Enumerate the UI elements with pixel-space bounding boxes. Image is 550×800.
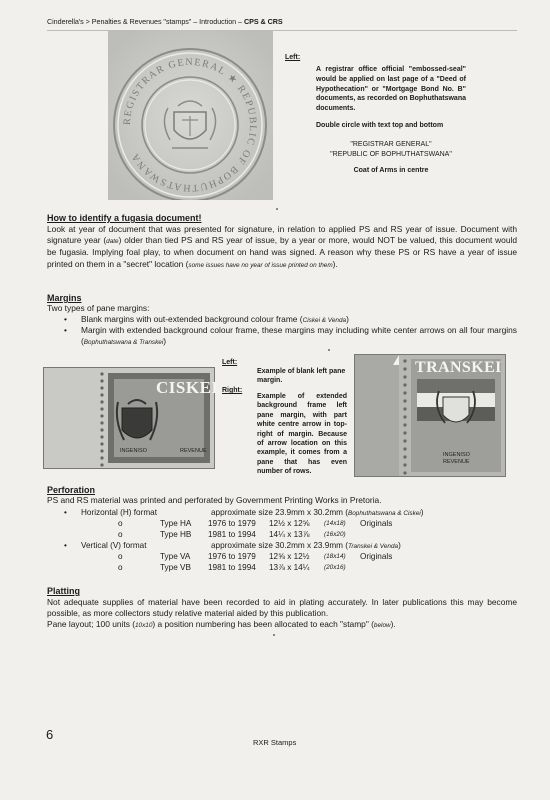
horizontal-format-label: Horizontal (H) format: [81, 508, 157, 517]
ciskei-stamp-name: CISKEI: [156, 378, 219, 397]
type-bullet: o: [118, 552, 123, 561]
margins-right-caption: Example of extended background frame left pane margin, with part white centre arrow in top-right of margin. Because of arrow location on this example, it comes from a pane that has even number of rows.: [257, 393, 347, 476]
margins-right-label: Right:: [222, 387, 243, 394]
type-bullet: o: [118, 519, 123, 528]
platting-grid-note: 10x10: [135, 622, 153, 629]
paren-close: ): [346, 314, 349, 324]
type-name: Type VA: [160, 552, 191, 561]
fugasia-paragraph: [47, 224, 517, 271]
vertical-format-label: Vertical (V) format: [81, 541, 147, 550]
type-grid: (20x16): [324, 564, 346, 571]
platting-below-note: below: [373, 622, 391, 629]
type-note: Originals: [360, 519, 393, 528]
vertical-format-size: approximate size 30.2mm x 23.9mm (: [211, 541, 348, 550]
fugasia-issue-note: some issues have no year of issue printed on them: [188, 261, 333, 269]
seal-text-bottom: "REPUBLIC OF BOPHUTHATSWANA": [330, 150, 452, 158]
platting-pane-layout: [47, 619, 396, 631]
type-years: 1976 to 1979: [208, 552, 256, 561]
breadcrumb: Cinderella's > Penalties & Revenues "stamps" – Introduction –: [47, 17, 244, 26]
transkei-stamp-name: TRANSKEI: [415, 359, 502, 376]
type-years: 1981 to 1994: [208, 563, 256, 572]
perforation-intro: PS and RS material was printed and perforated by Government Printing Works in Pretoria.: [47, 495, 382, 505]
vertical-format-note: Transkei & Venda: [347, 543, 399, 550]
fugasia-heading: How to identify a fugasia document!: [47, 213, 202, 223]
margins-bullet-2-note: Bophuthatswana & Transkei: [83, 339, 164, 347]
dot-mark: [276, 208, 278, 210]
fugasia-date-note: date: [106, 238, 119, 246]
type-bullet: o: [118, 530, 123, 539]
fugasia-text-3: ).: [332, 258, 338, 269]
page-header: [47, 17, 283, 26]
margins-bullet-2: • Margin with extended background colour frame, these margins may including white center arrows on all four margins (Bophuthatswana & Transkei): [64, 325, 517, 347]
type-perf: 14¼ x 13⅞: [269, 530, 310, 539]
type-name: Type HA: [160, 519, 192, 528]
type-bullet: o: [118, 563, 123, 572]
seal-caption-text: A registrar office official "embossed-seal" would be applied on last page of a "Deed of Hypothecation" or "Mortgage Bond No. B" documents, as recorded on Bophuthatswana documents.: [316, 66, 466, 113]
section-title: CPS & CRS: [243, 17, 283, 26]
seal-coat-note: Coat of Arms in centre: [353, 167, 429, 175]
fugasia-text-2: ) older than tied PS and RS year of issue, by a year or more, would NOT be valued, this document would be fugasia. Implying foal play, to when document on hand was signed. A reason why these PS or RS have a year of issue printed on them in a "secret" location (: [47, 235, 517, 269]
paren-close: ): [420, 508, 424, 517]
margins-bullet-1: • Blank margins with out-extended background colour frame (Ciskei & Venda): [64, 314, 349, 324]
type-grid: (16x20): [324, 531, 346, 538]
seal-ring-text: REGISTRAR GENERAL ★ REPUBLIC OF BOPHUTHATSWANA: [121, 56, 259, 194]
horizontal-format-note: Bophuthatswana & Ciskei: [347, 510, 421, 517]
page-number: 6: [46, 727, 54, 742]
platting-text-4: ).: [390, 619, 396, 629]
margins-heading: Margins: [47, 293, 82, 303]
margins-intro: Two types of pane margins:: [47, 303, 150, 313]
perforation-heading: Perforation: [47, 485, 96, 495]
margins-bullet-1-note: Ciskei & Venda: [302, 317, 347, 324]
platting-text-3: ) a position numbering has been allocated to each "stamp" (: [152, 619, 374, 629]
seal-text-top: "REGISTRAR GENERAL": [350, 140, 432, 148]
platting-paragraph: Not adequate supplies of material have been recorded to aid in plating accurately. In later publications this may become possible, as more collectors study relative material aided by this publication.: [47, 597, 517, 619]
dot-mark: [328, 349, 330, 351]
ciskei-stamp-image: [43, 367, 219, 469]
type-perf: 12½ x 12⅝: [269, 519, 310, 528]
ciskei-stamp-label-1: INGENISO: [120, 448, 147, 454]
type-name: Type VB: [160, 563, 191, 572]
embossed-seal-image: [108, 30, 273, 200]
type-note: Originals: [360, 552, 393, 561]
dot-mark: [273, 634, 275, 636]
margins-bullet-1-text: Blank margins with out-extended background colour frame (: [81, 314, 303, 324]
seal-caption: [316, 65, 466, 176]
seal-circle-note: Double circle with text top and bottom: [316, 121, 444, 129]
type-grid: (14x18): [324, 520, 346, 527]
transkei-stamp-label-2: REVENUE: [443, 459, 470, 465]
type-years: 1981 to 1994: [208, 530, 256, 539]
margins-left-caption: Example of blank left pane margin.: [257, 368, 346, 385]
paren-close: ): [163, 336, 167, 347]
type-name: Type HB: [160, 530, 192, 539]
seal-caption-label: Left:: [285, 54, 301, 61]
horizontal-format-size: approximate size 23.9mm x 30.2mm (: [211, 508, 348, 517]
transkei-stamp-label-1: INGENISO: [443, 452, 470, 458]
ciskei-stamp-label-2: REVENUE: [180, 448, 207, 454]
type-grid: (18x14): [324, 553, 346, 560]
margins-left-label: Left:: [222, 359, 238, 366]
fugasia-text-1: Look at year of document that was presented for signature, in relation to applied PS and RS year of issue. Document with signature year (: [47, 224, 517, 246]
paren-close: ): [398, 541, 401, 550]
type-perf: 13⅞ x 14¼: [269, 563, 310, 572]
platting-heading: Platting: [47, 586, 80, 596]
footer-publisher: RXR Stamps: [253, 738, 297, 747]
transkei-stamp-image: [354, 354, 506, 477]
margins-bullet-2-text: Margin with extended background colour frame, these margins may including white center arrows on all four margins (: [81, 325, 517, 347]
platting-text-2: Pane layout; 100 units (: [47, 619, 135, 629]
type-years: 1976 to 1979: [208, 519, 256, 528]
type-perf: 12⅝ x 12½: [269, 552, 310, 561]
